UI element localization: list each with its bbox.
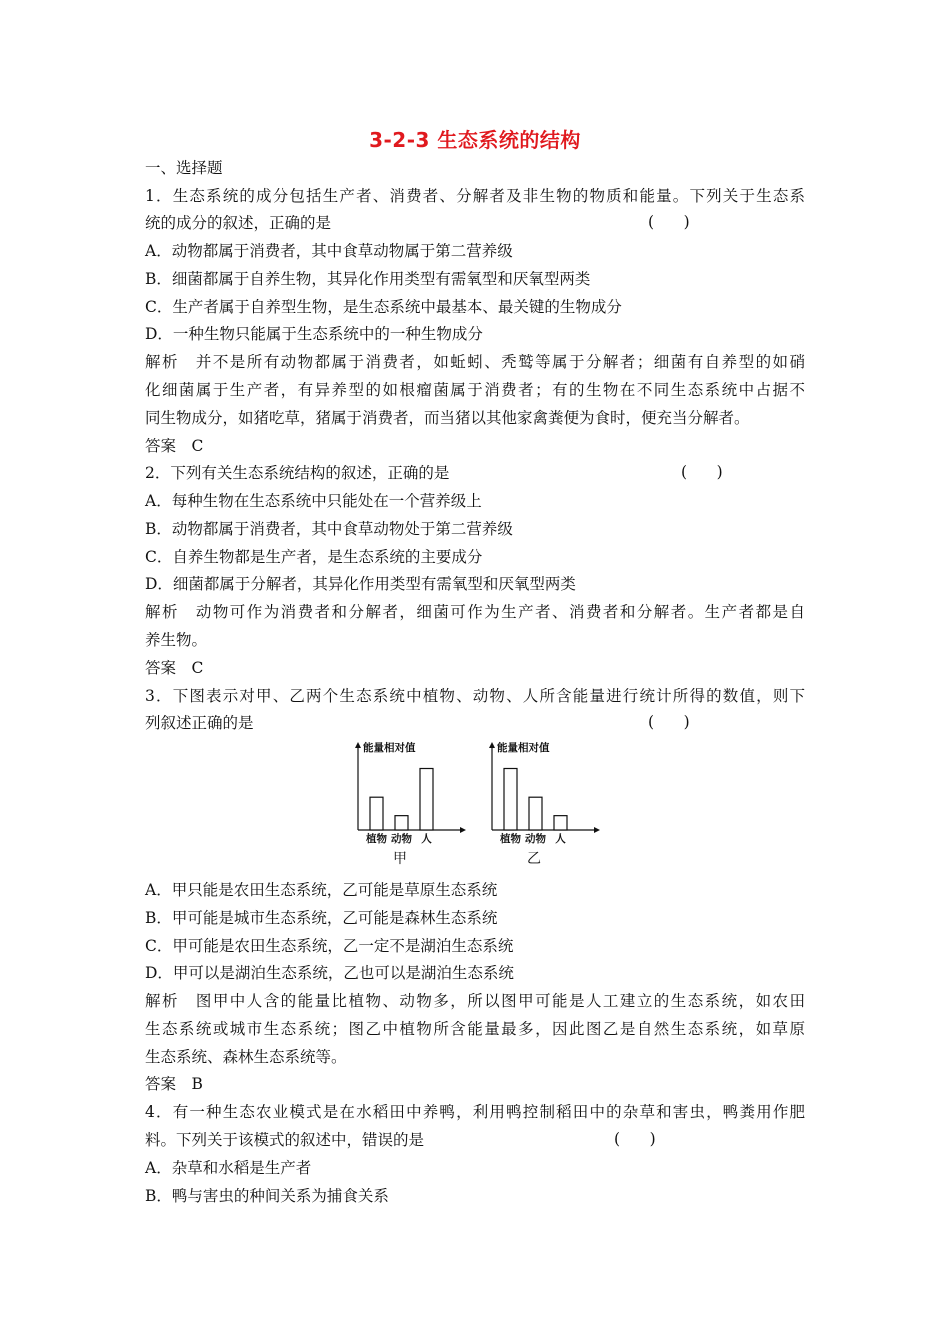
chart-2-category-label-3: 人 [555, 833, 566, 845]
q4-option-b: B．鸭与害虫的种间关系为捕食关系 [145, 1187, 389, 1205]
q2-analysis-line-2: 养生物。 [145, 631, 208, 649]
q4-stem-line-2: 料。下列关于该模式的叙述中，错误的是 [145, 1131, 425, 1149]
q1-stem-line-2: 统的成分的叙述，正确的是 [145, 214, 332, 232]
chart-2-y-axis-arrow [489, 742, 495, 748]
chart-1-x-axis-arrow [460, 827, 466, 833]
q1-option-d: D．一种生物只能属于生态系统中的一种生物成分 [145, 325, 483, 343]
q3-option-b: B．甲可能是城市生态系统，乙可能是森林生态系统 [145, 909, 498, 927]
chart-1-category-label-3: 人 [421, 833, 432, 845]
chart-2-caption: 乙 [527, 851, 541, 867]
q3-analysis-line-3: 生态系统、森林生态系统等。 [145, 1048, 347, 1066]
section-heading: 一、选择题 [145, 159, 223, 177]
chart-2-x-axis-arrow [594, 827, 600, 833]
q4-option-a: A．杂草和水稻是生产者 [145, 1159, 312, 1177]
q1-analysis-line-2: 化细菌属于生产者，有异养型的如根瘤菌属于消费者；有的生物在不同生态系统中占据不 [145, 381, 805, 399]
q3-stem-line-2: 列叙述正确的是 [145, 714, 254, 732]
q2-stem-line-1: 2．下列有关生态系统结构的叙述，正确的是 [145, 464, 450, 482]
q2-answer-blank: ( ) [681, 463, 723, 481]
q4-stem-line-1: 4．有一种生态农业模式是在水稻田中养鸭，利用鸭控制稻田中的杂草和害虫，鸭粪用作肥 [145, 1103, 805, 1121]
chart-1-y-label: 能量相对值 [363, 742, 416, 754]
q1-option-b: B．细菌都属于自养生物，其异化作用类型有需氧型和厌氧型两类 [145, 270, 591, 288]
chart-2-category-label-2: 动物 [525, 833, 546, 845]
energy-charts-figure [340, 738, 610, 873]
q3-analysis-line-2: 生态系统或城市生态系统；图乙中植物所含能量最多，因此图乙是自然生态系统，如草原 [145, 1020, 805, 1038]
chart-1-category-label-1: 植物 [366, 833, 387, 845]
q3-option-a: A．甲只能是农田生态系统，乙可能是草原生态系统 [145, 881, 498, 899]
chart-1-caption: 甲 [393, 851, 407, 867]
q3-answer-blank: ( ) [648, 713, 690, 731]
q2-answer: 答案 C [145, 659, 204, 677]
q2-option-c: C．自养生物都是生产者，是生态系统的主要成分 [145, 548, 483, 566]
chart-1-bar-2 [395, 816, 408, 830]
q3-stem-line-1: 3．下图表示对甲、乙两个生态系统中植物、动物、人所含能量进行统计所得的数值，则下 [145, 687, 805, 705]
q3-option-d: D．甲可以是湖泊生态系统，乙也可以是湖泊生态系统 [145, 964, 514, 982]
chart-2-y-label: 能量相对值 [497, 742, 550, 754]
chart-2-category-label-1: 植物 [500, 833, 521, 845]
q3-option-c: C．甲可能是农田生态系统，乙一定不是湖泊生态系统 [145, 937, 514, 955]
chart-1-y-axis-arrow [355, 742, 361, 748]
chart-2-bar-1 [504, 769, 517, 831]
q1-answer-blank: ( ) [648, 213, 690, 231]
q3-answer: 答案 B [145, 1075, 203, 1093]
chart-2-bar-2 [529, 797, 542, 830]
energy-charts-svg [340, 738, 610, 873]
q1-analysis-line-3: 同生物成分，如猪吃草，猪属于消费者，而当猪以其他家禽粪便为食时，便充当分解者。 [145, 409, 750, 427]
chart-1-category-label-2: 动物 [391, 833, 412, 845]
page-title: 3-2-3 生态系统的结构 [369, 128, 581, 152]
q4-answer-blank: ( ) [614, 1130, 656, 1148]
chart-1-bar-3 [420, 769, 433, 831]
q1-stem-line-1: 1．生态系统的成分包括生产者、消费者、分解者及非生物的物质和能量。下列关于生态系 [145, 187, 805, 205]
q1-option-c: C．生产者属于自养型生物，是生态系统中最基本、最关键的生物成分 [145, 298, 622, 316]
q1-analysis-line-1: 解析 并不是所有动物都属于消费者，如蚯蚓、秃鹫等属于分解者；细菌有自养型的如硝 [145, 353, 805, 371]
q2-analysis-line-1: 解析 动物可作为消费者和分解者，细菌可作为生产者、消费者和分解者。生产者都是自 [145, 603, 805, 621]
q2-option-b: B．动物都属于消费者，其中食草动物处于第二营养级 [145, 520, 513, 538]
q3-analysis-line-1: 解析 图甲中人含的能量比植物、动物多，所以图甲可能是人工建立的生态系统，如农田 [145, 992, 805, 1010]
q1-option-a: A．动物都属于消费者，其中食草动物属于第二营养级 [145, 242, 513, 260]
q2-option-d: D．细菌都属于分解者，其异化作用类型有需氧型和厌氧型两类 [145, 575, 576, 593]
q2-option-a: A．每种生物在生态系统中只能处在一个营养级上 [145, 492, 482, 510]
q1-answer: 答案 C [145, 437, 204, 455]
chart-2-bar-3 [554, 816, 567, 830]
chart-1-bar-1 [370, 797, 383, 830]
